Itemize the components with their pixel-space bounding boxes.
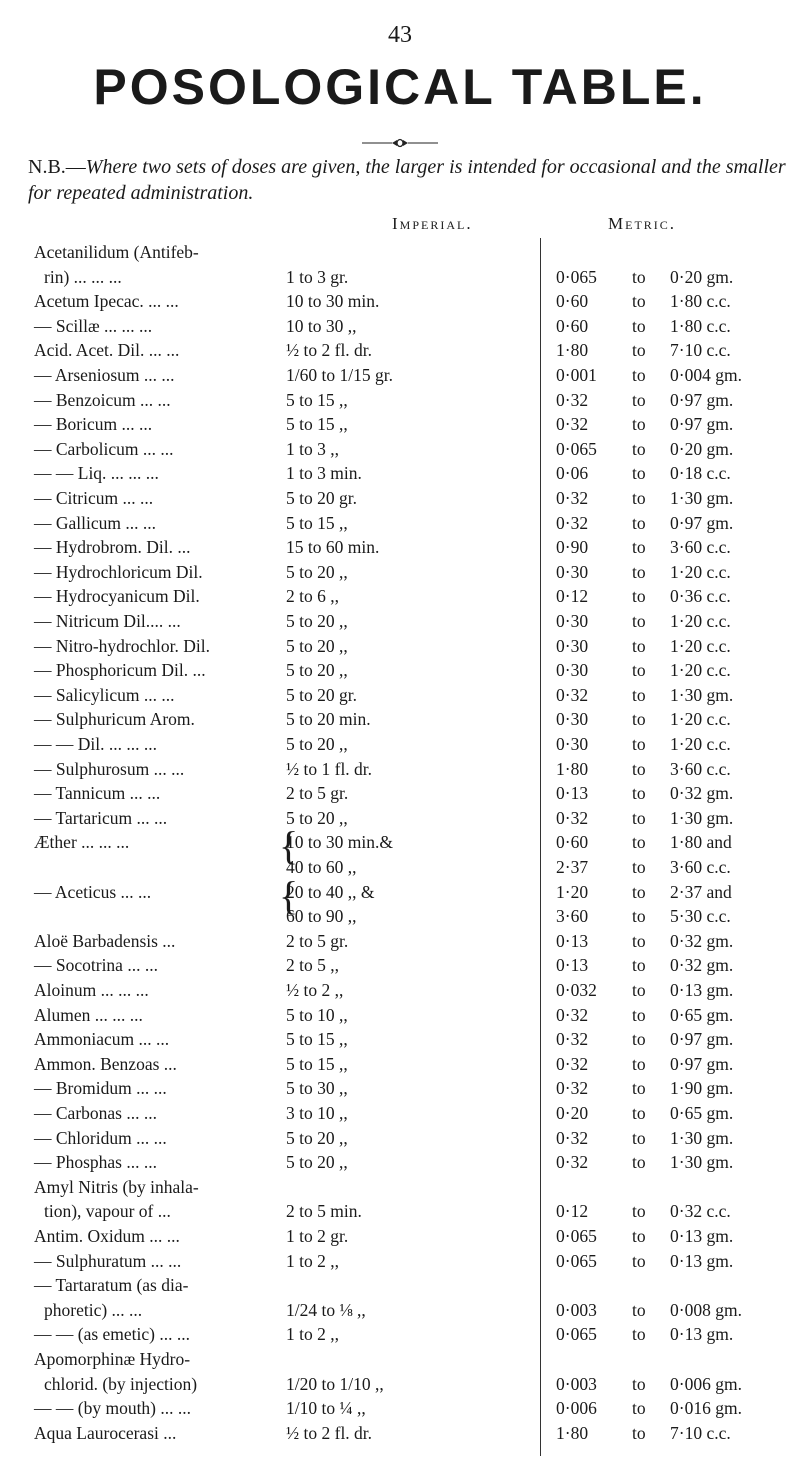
metric-min-dose: 0·065 (556, 438, 597, 459)
name: tion), vapour of ... (44, 1201, 171, 1222)
imperial-dose: 5 to 20 ,, (286, 1127, 348, 1148)
metric-max-dose: 7·10 c.c. (670, 1422, 731, 1443)
metric-max-dose: 0·006 gm. (670, 1373, 742, 1394)
metric-max-dose: 0·13 gm. (670, 1324, 734, 1345)
name: Acid. Acet. Dil. ... ... (34, 340, 180, 361)
column-divider (540, 238, 541, 1456)
metric-min-dose: 0·30 (556, 660, 589, 681)
imperial-dose: 15 to 60 min. (286, 537, 380, 558)
name: — — (as emetic) ... ... (34, 1324, 190, 1345)
imperial-dose: 1 to 3 gr. (286, 266, 349, 287)
imperial-dose: 1/20 to 1/10 ,, (286, 1373, 384, 1394)
name: — Boricum ... ... (34, 414, 153, 435)
page-title: POSOLOGICAL TABLE. (93, 59, 707, 115)
metric-min-dose: 0·13 (556, 930, 589, 951)
metric-min-dose: 0·60 (556, 315, 589, 336)
metric-min-dose: 2·37 (556, 857, 589, 877)
metric-max-dose: 0·97 gm. (670, 389, 734, 410)
metric-to: to (632, 1152, 646, 1173)
brace-mark: { (279, 823, 299, 869)
name: — Phosphoricum Dil. ... (34, 660, 206, 681)
metric-min-dose: 0·003 (556, 1299, 597, 1320)
imperial-dose: 5 to 20 ,, (286, 635, 348, 656)
metric-max-dose: 0·65 gm. (670, 1103, 734, 1123)
imperial-dose: 2 to 5 min. (286, 1201, 362, 1222)
metric-max-dose: 0·32 gm. (670, 930, 734, 951)
metric-max-dose: 0·18 c.c. (670, 463, 731, 484)
metric-max-dose: 0·32 gm. (670, 955, 734, 976)
metric-max-dose: 0·32 c.c. (670, 1201, 731, 1222)
metric-max-dose: 0·016 gm. (670, 1398, 742, 1419)
metric-max-dose: 1·30 gm. (670, 684, 734, 705)
name: — — (by mouth) ... ... (34, 1398, 192, 1419)
imperial-dose: 20 to 40 ,, & (286, 881, 375, 902)
metric-min-dose: 0·065 (556, 266, 597, 287)
metric-max-dose: 3·60 c.c. (670, 537, 731, 558)
metric-max-dose: 1·20 c.c. (670, 660, 731, 681)
metric-to: to (632, 389, 646, 410)
imperial-dose: 5 to 20 min. (286, 709, 371, 730)
metric-min-dose: 0·30 (556, 561, 589, 582)
brace-mark: { (279, 872, 299, 918)
metric-min-dose: 0·32 (556, 389, 589, 410)
metric-min-dose: 1·20 (556, 881, 589, 902)
metric-to: to (632, 1422, 646, 1443)
name: Aqua Laurocerasi ... (34, 1422, 177, 1443)
metric-to: to (632, 291, 646, 312)
name: Amyl Nitris (by inhala- (34, 1176, 199, 1197)
name: — Socotrina ... ... (34, 955, 158, 976)
name: Ammon. Benzoas ... (34, 1053, 177, 1074)
metric-max-dose: 1·80 and (670, 832, 732, 853)
metric-to: to (632, 1078, 646, 1099)
imperial-dose: ½ to 2 ,, (286, 980, 344, 1000)
metric-min-dose: 0·60 (556, 291, 589, 312)
metric-to: to (632, 857, 646, 877)
imperial-dose: 5 to 15 ,, (286, 1053, 348, 1074)
metric-to: to (632, 1250, 646, 1271)
metric-to: to (632, 734, 646, 754)
metric-max-dose: 1·80 c.c. (670, 291, 731, 312)
imperial-dose: 5 to 20 ,, (286, 1152, 348, 1173)
note-text: Where two sets of doses are given, the larger is intended for occasional and the smaller for repeated administration. (28, 156, 786, 204)
imperial-dose: 60 to 90 ,, (286, 906, 357, 927)
imperial-dose: 1/24 to ⅛ ,, (286, 1299, 366, 1320)
metric-to: to (632, 807, 646, 828)
metric-to: to (632, 1201, 646, 1222)
name: — Salicylicum ... ... (34, 684, 175, 705)
metric-min-dose: 0·32 (556, 1004, 589, 1025)
imperial-dose: ½ to 1 fl. dr. (286, 758, 373, 779)
metric-min-dose: 1·80 (556, 758, 589, 779)
metric-min-dose: 0·003 (556, 1373, 597, 1394)
metric-max-dose: 1·30 gm. (670, 1152, 734, 1173)
name: Æther ... ... ... (34, 832, 130, 853)
metric-to: to (632, 1373, 646, 1394)
metric-column-heading: Metric. (608, 214, 677, 233)
note-prefix: N.B.— (28, 156, 86, 178)
metric-max-dose: 1·80 c.c. (670, 315, 731, 336)
metric-max-dose: 7·10 c.c. (670, 340, 731, 361)
name: Antim. Oxidum ... ... (34, 1226, 180, 1246)
metric-to: to (632, 1398, 646, 1419)
metric-max-dose: 1·20 c.c. (670, 709, 731, 730)
metric-min-dose: 0·32 (556, 1078, 589, 1099)
metric-max-dose: 1·20 c.c. (670, 635, 731, 656)
metric-max-dose: 0·97 gm. (670, 512, 734, 533)
imperial-dose: 1 to 3 ,, (286, 438, 339, 459)
imperial-dose: 5 to 20 ,, (286, 611, 348, 631)
metric-to: to (632, 832, 646, 853)
metric-to: to (632, 635, 646, 656)
metric-to: to (632, 906, 646, 927)
imperial-dose: 10 to 30 ,, (286, 315, 357, 336)
metric-min-dose: 0·32 (556, 807, 589, 828)
name: — Bromidum ... ... (34, 1078, 167, 1099)
imperial-dose: 5 to 10 ,, (286, 1004, 348, 1025)
imperial-column-heading: Imperial. (392, 214, 473, 233)
note (28, 154, 788, 206)
metric-min-dose: 0·32 (556, 1029, 589, 1050)
metric-max-dose: 0·004 gm. (670, 365, 742, 385)
metric-min-dose: 0·32 (556, 512, 589, 533)
imperial-dose: 1 to 2 ,, (286, 1324, 339, 1345)
metric-to: to (632, 1103, 646, 1123)
name: Acetanilidum (Antifeb- (34, 242, 199, 262)
imperial-dose: 5 to 15 ,, (286, 512, 348, 533)
name: — — Liq. ... ... ... (34, 463, 159, 484)
metric-min-dose: 0·065 (556, 1226, 597, 1246)
metric-to: to (632, 1029, 646, 1050)
name: — Hydrobrom. Dil. ... (34, 537, 191, 558)
imperial-dose: 1/10 to ¼ ,, (286, 1398, 366, 1419)
metric-to: to (632, 586, 646, 607)
metric-min-dose: 0·30 (556, 611, 589, 631)
metric-max-dose: 1·20 c.c. (670, 611, 731, 631)
metric-to: to (632, 488, 646, 508)
metric-to: to (632, 611, 646, 631)
name: — Sulphuricum Arom. (34, 709, 195, 730)
imperial-dose: 1 to 3 min. (286, 463, 362, 484)
name: Alumen ... ... ... (34, 1004, 143, 1025)
metric-min-dose: 0·30 (556, 734, 589, 754)
metric-to: to (632, 684, 646, 705)
metric-min-dose: 0·20 (556, 1103, 589, 1123)
imperial-dose: 5 to 30 ,, (286, 1078, 348, 1099)
imperial-dose: 40 to 60 ,, (286, 857, 357, 877)
metric-max-dose: 0·97 gm. (670, 1029, 734, 1050)
imperial-dose: 3 to 10 ,, (286, 1103, 348, 1123)
name: — Phosphas ... ... (34, 1152, 157, 1173)
metric-max-dose: 1·30 gm. (670, 488, 734, 508)
metric-to: to (632, 1053, 646, 1074)
imperial-dose: 2 to 6 ,, (286, 586, 339, 607)
imperial-dose: 5 to 15 ,, (286, 1029, 348, 1050)
metric-max-dose: 2·37 and (670, 881, 732, 902)
metric-min-dose: 3·60 (556, 906, 589, 927)
metric-min-dose: 0·13 (556, 955, 589, 976)
metric-min-dose: 1·80 (556, 340, 589, 361)
name: phoretic) ... ... (44, 1299, 143, 1320)
metric-min-dose: 0·90 (556, 537, 589, 558)
metric-to: to (632, 340, 646, 361)
metric-min-dose: 0·32 (556, 1127, 589, 1148)
metric-max-dose: 0·008 gm. (670, 1299, 742, 1320)
name: — Sulphuratum ... ... (34, 1250, 182, 1271)
imperial-dose: 10 to 30 min. (286, 291, 380, 312)
name: — Chloridum ... ... (34, 1127, 167, 1148)
imperial-dose: 10 to 30 min.& (286, 832, 393, 853)
imperial-dose: 5 to 15 ,, (286, 389, 348, 410)
name: rin) ... ... ... (44, 266, 122, 287)
name: — — Dil. ... ... ... (34, 734, 157, 754)
metric-max-dose: 0·97 gm. (670, 1053, 734, 1074)
metric-to: to (632, 1299, 646, 1320)
metric-min-dose: 0·32 (556, 1053, 589, 1074)
metric-max-dose: 0·32 gm. (670, 783, 734, 804)
metric-min-dose: 0·30 (556, 709, 589, 730)
metric-max-dose: 1·30 gm. (670, 807, 734, 828)
metric-min-dose: 0·032 (556, 980, 597, 1000)
metric-to: to (632, 1004, 646, 1025)
imperial-dose: 1 to 2 ,, (286, 1250, 339, 1271)
metric-max-dose: 3·60 c.c. (670, 758, 731, 779)
metric-min-dose: 0·60 (556, 832, 589, 853)
name: — Nitro-hydrochlor. Dil. (34, 635, 210, 656)
page-number: 43 (388, 22, 412, 48)
metric-min-dose: 0·06 (556, 463, 589, 484)
metric-min-dose: 0·006 (556, 1398, 597, 1419)
metric-to: to (632, 266, 646, 287)
imperial-dose: 5 to 20 ,, (286, 807, 348, 828)
name: — Scillæ ... ... ... (34, 315, 153, 336)
metric-max-dose: 1·30 gm. (670, 1127, 734, 1148)
metric-to: to (632, 463, 646, 484)
name: Acetum Ipecac. ... ... (34, 291, 179, 312)
metric-to: to (632, 930, 646, 951)
metric-to: to (632, 1226, 646, 1246)
metric-max-dose: 3·60 c.c. (670, 857, 731, 877)
metric-min-dose: 0·12 (556, 586, 589, 607)
name: Aloinum ... ... ... (34, 980, 149, 1000)
metric-max-dose: 0·20 gm. (670, 438, 734, 459)
name: — Benzoicum ... ... (34, 389, 171, 410)
metric-max-dose: 0·97 gm. (670, 414, 734, 435)
imperial-dose: 1/60 to 1/15 gr. (286, 365, 393, 385)
metric-max-dose: 0·13 gm. (670, 980, 734, 1000)
imperial-dose: 5 to 20 ,, (286, 660, 348, 681)
metric-to: to (632, 438, 646, 459)
name: — Carbonas ... ... (34, 1103, 157, 1123)
metric-to: to (632, 315, 646, 336)
name: Apomorphinæ Hydro- (34, 1349, 191, 1369)
metric-max-dose: 0·13 gm. (670, 1250, 734, 1271)
name: — Tannicum ... ... (34, 783, 161, 804)
name: — Hydrocyanicum Dil. (34, 586, 200, 607)
name: — Carbolicum ... ... (34, 438, 174, 459)
metric-min-dose: 0·30 (556, 635, 589, 656)
imperial-dose: ½ to 2 fl. dr. (286, 1422, 373, 1443)
name: — Gallicum ... ... (34, 512, 156, 533)
name: Ammoniacum ... ... (34, 1029, 170, 1050)
metric-max-dose: 0·65 gm. (670, 1004, 734, 1025)
name: — Nitricum Dil.... ... (34, 611, 181, 631)
imperial-dose: 5 to 20 gr. (286, 684, 357, 705)
metric-to: to (632, 1127, 646, 1148)
metric-to: to (632, 561, 646, 582)
metric-min-dose: 0·001 (556, 365, 597, 385)
imperial-dose: 5 to 20 ,, (286, 561, 348, 582)
metric-min-dose: 0·065 (556, 1250, 597, 1271)
metric-to: to (632, 955, 646, 976)
metric-max-dose: 1·20 c.c. (670, 734, 731, 754)
metric-max-dose: 1·20 c.c. (670, 561, 731, 582)
imperial-dose: 1 to 2 gr. (286, 1226, 349, 1246)
imperial-dose: 2 to 5 gr. (286, 930, 349, 951)
metric-to: to (632, 783, 646, 804)
imperial-dose: 5 to 20 ,, (286, 734, 348, 754)
metric-min-dose: 0·32 (556, 684, 589, 705)
name: chlorid. (by injection) (44, 1373, 198, 1394)
metric-to: to (632, 660, 646, 681)
metric-max-dose: 5·30 c.c. (670, 906, 731, 927)
name: — Sulphurosum ... ... (34, 758, 185, 779)
name: — Tartaricum ... ... (34, 807, 168, 828)
metric-to: to (632, 1324, 646, 1345)
metric-min-dose: 0·12 (556, 1201, 589, 1222)
metric-to: to (632, 980, 646, 1000)
title-ornament (362, 138, 438, 148)
imperial-dose: 5 to 20 gr. (286, 488, 357, 508)
metric-min-dose: 0·32 (556, 1152, 589, 1173)
metric-to: to (632, 881, 646, 902)
metric-min-dose: 0·32 (556, 488, 589, 508)
imperial-dose: 2 to 5 gr. (286, 783, 349, 804)
name: — Tartaratum (as dia- (34, 1275, 189, 1296)
metric-max-dose: 0·20 gm. (670, 266, 734, 287)
metric-min-dose: 0·065 (556, 1324, 597, 1345)
name: — Citricum ... ... (34, 488, 154, 508)
metric-min-dose: 1·80 (556, 1422, 589, 1443)
metric-max-dose: 0·13 gm. (670, 1226, 734, 1246)
imperial-dose: 5 to 15 ,, (286, 414, 348, 435)
metric-to: to (632, 365, 646, 385)
metric-to: to (632, 512, 646, 533)
imperial-dose: 2 to 5 ,, (286, 955, 339, 976)
metric-to: to (632, 537, 646, 558)
name: — Arseniosum ... ... (34, 365, 175, 385)
metric-min-dose: 0·13 (556, 783, 589, 804)
metric-max-dose: 0·36 c.c. (670, 586, 731, 607)
metric-to: to (632, 758, 646, 779)
name: — Hydrochloricum Dil. (34, 561, 203, 582)
name: — Aceticus ... ... (34, 881, 152, 902)
metric-max-dose: 1·90 gm. (670, 1078, 734, 1099)
metric-min-dose: 0·32 (556, 414, 589, 435)
metric-to: to (632, 414, 646, 435)
name: Aloë Barbadensis ... (34, 930, 176, 951)
imperial-dose: ½ to 2 fl. dr. (286, 340, 373, 361)
metric-to: to (632, 709, 646, 730)
